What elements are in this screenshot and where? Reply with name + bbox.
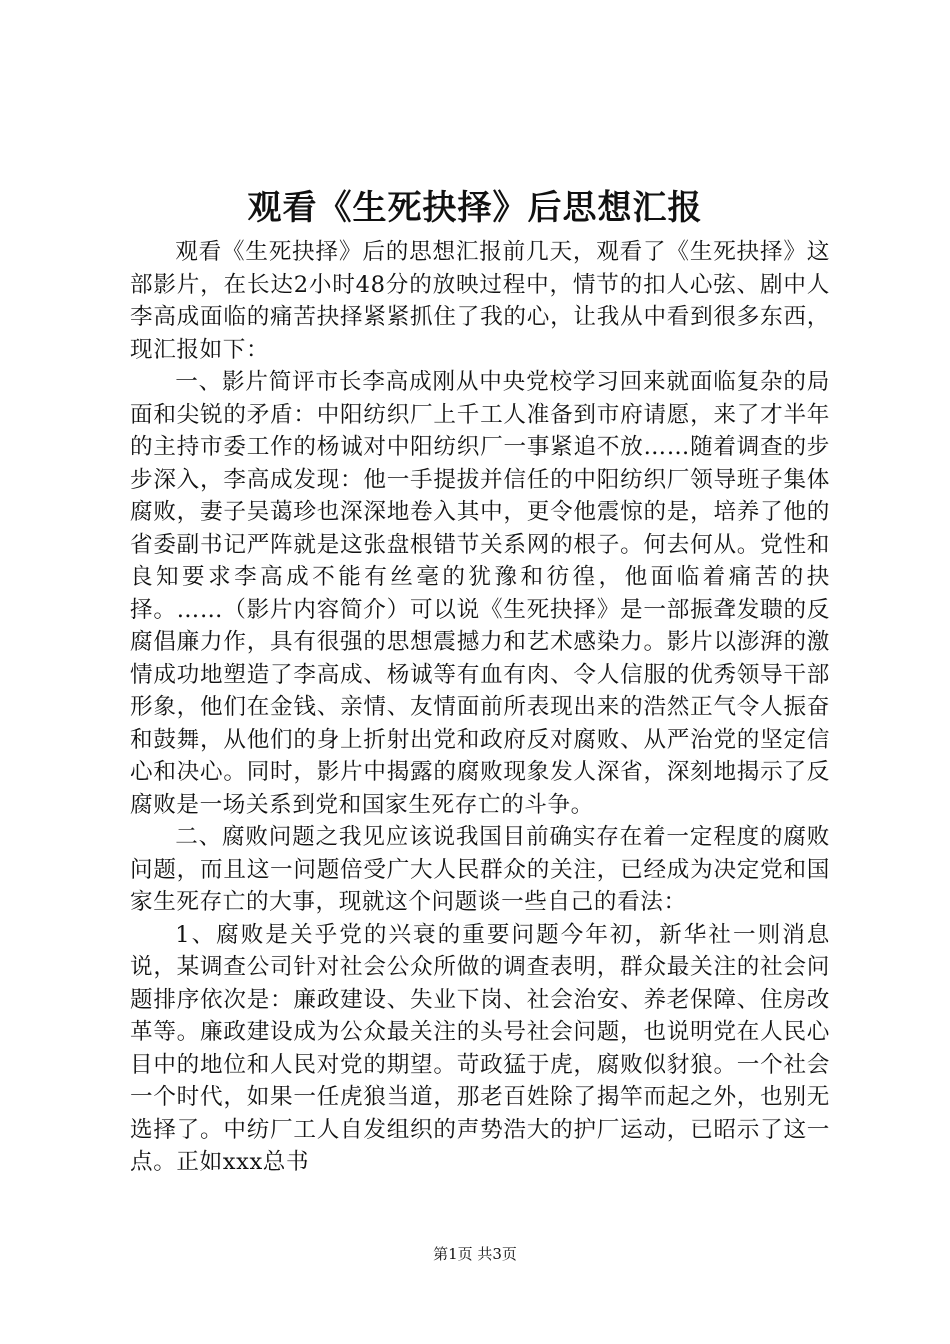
paragraph-point-one: 1、腐败是关乎党的兴衰的重要问题今年初，新华社一则消息说，某调查公司针对社会公众所做的调查表明，群众最关注的社会问题排序依次是：廉政建设、失业下岗、社会治安、养老保障、住房改革等。廉政建设成为公众最关注的头号社会问题，也说明党在人民心目中的地位和人民对党的期望。苛政猛于虎，腐败似豺狼。一个社会一个时代，如果一任虎狼当道，那老百姓除了揭竿而起之外，也别无选择了。中纺厂工人自发组织的声势浩大的护厂运动，已昭示了这一点。正如xxx总书 bbox=[130, 921, 830, 1175]
paragraph-corruption-view: 二、腐败问题之我见应该说我国目前确实存在着一定程度的腐败问题，而且这一问题倍受广大人民群众的关注，已经成为决定党和国家生死存亡的大事，现就这个问题谈一些自己的看法： bbox=[130, 824, 830, 915]
paragraph-intro: 观看《生死抉择》后的思想汇报前几天，观看了《生死抉择》这部影片，在长达2小时48分的放映过程中，情节的扣人心弦、剧中人李高成面临的痛苦抉择紧紧抓住了我的心，让我从中看到很多东西，现汇报如下： bbox=[130, 239, 830, 363]
page-number-footer: 第1页 共3页 bbox=[433, 1245, 517, 1263]
paragraph-film-review: 一、影片简评市长李高成刚从中央党校学习回来就面临复杂的局面和尖锐的矛盾：中阳纺织厂上千工人准备到市府请愿，来了才半年的主持市委工作的杨诚对中阳纺织厂一事紧追不放……随着调查的步步深入，李高成发现：他一手提拔并信任的中阳纺织厂领导班子集体腐败，妻子吴蔼珍也深深地卷入其中，更令他震惊的是，培养了他的省委副书记严阵就是这张盘根错节关系网的根子。何去何从。党性和良知要求李高成不能有丝毫的犹豫和彷徨，他面临着痛苦的抉择。……（影片内容简介）可以说《生死抉择》是一部振聋发聩的反腐倡廉力作，具有很强的思想震撼力和艺术感染力。影片以澎湃的激情成功地塑造了李高成、杨诚等有血有肉、令人信服的优秀领导干部形象，他们在金钱、亲情、友情面前所表现出来的浩然正气令人振奋和鼓舞，从他们的身上折射出党和政府反对腐败、从严治党的坚定信心和决心。同时，影片中揭露的腐败现象发人深省，深刻地揭示了反腐败是一场关系到党和国家生死存亡的斗争。 bbox=[130, 369, 830, 818]
document-title: 观看《生死抉择》后思想汇报 bbox=[247, 188, 703, 228]
document-body bbox=[130, 236, 830, 1179]
